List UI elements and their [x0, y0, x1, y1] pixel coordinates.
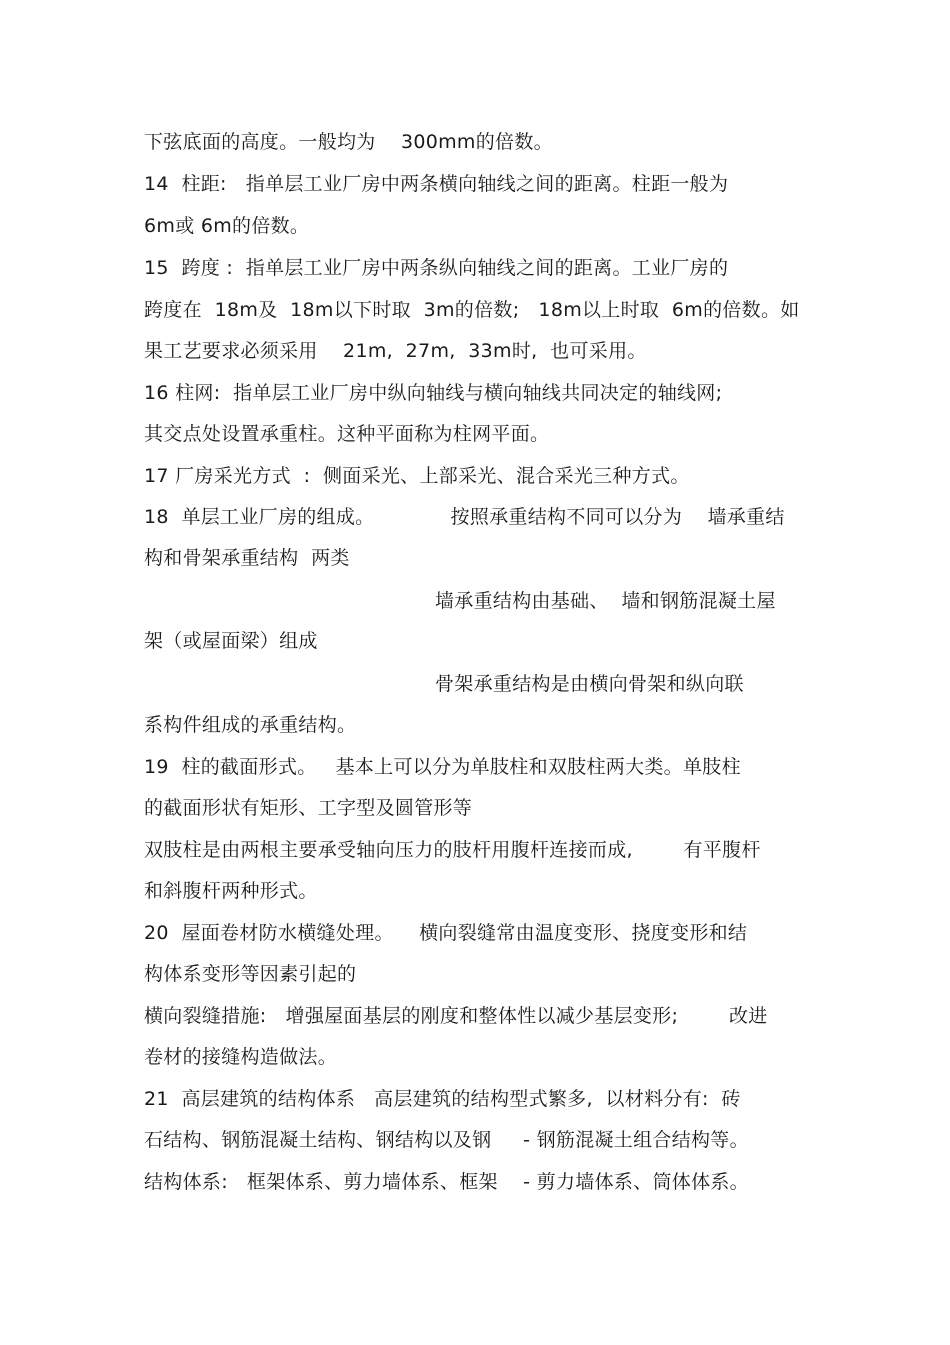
text-line: 双肢柱是由两根主要承受轴向压力的肢杆用腹杆连接而成, 有平腹杆	[144, 839, 761, 861]
text-line: 15 跨度 : 指单层工业厂房中两条纵向轴线之间的距离。工业厂房的	[144, 257, 729, 279]
text-line: 卷材的接缝构造做法。	[144, 1046, 338, 1068]
text-line: 16 柱网: 指单层工业厂房中纵向轴线与横向轴线共同决定的轴线网;	[144, 382, 723, 404]
text-line: 系构件组成的承重结构。	[144, 714, 357, 736]
text-line: 和斜腹杆两种形式。	[144, 880, 318, 902]
text-line: 其交点处设置承重柱。这种平面称为柱网平面。	[144, 423, 550, 445]
text-line: 14 柱距: 指单层工业厂房中两条横向轴线之间的距离。柱距一般为	[144, 173, 729, 195]
text-line: 20 屋面卷材防水横缝处理。 横向裂缝常由温度变形、挠度变形和结	[144, 922, 748, 944]
text-line: 19 柱的截面形式。 基本上可以分为单肢柱和双肢柱两大类。单肢柱	[144, 756, 741, 778]
text-line: 的截面形状有矩形、工字型及圆管形等	[144, 797, 473, 819]
text-line: 横向裂缝措施: 增强屋面基层的刚度和整体性以减少基层变形; 改进	[144, 1005, 768, 1027]
text-line: 21 高层建筑的结构体系 高层建筑的结构型式繁多, 以材料分有: 砖	[144, 1088, 741, 1110]
text-line: 架（或屋面梁）组成	[144, 630, 318, 652]
text-line: 构和骨架承重结构 两类	[144, 547, 350, 569]
text-line: 构体系变形等因素引起的	[144, 963, 357, 985]
text-line: 跨度在 18m及 18m以下时取 3m的倍数; 18m以上时取 6m的倍数。如	[144, 299, 800, 321]
text-line-indented: 骨架承重结构是由横向骨架和纵向联	[435, 673, 744, 695]
text-line: 下弦底面的高度。一般均为 300mm的倍数。	[144, 131, 553, 153]
text-line: 结构体系: 框架体系、剪力墙体系、框架 - 剪力墙体系、筒体体系。	[144, 1171, 749, 1193]
text-line: 果工艺要求必须采用 21m, 27m, 33m时, 也可采用。	[144, 340, 647, 362]
text-line: 6m或 6m的倍数。	[144, 215, 310, 237]
text-line-indented: 墙承重结构由基础、 墙和钢筋混凝土屋	[435, 590, 776, 612]
text-line: 17 厂房采光方式 : 侧面采光、上部采光、混合采光三种方式。	[144, 465, 690, 487]
text-line: 18 单层工业厂房的组成。 按照承重结构不同可以分为 墙承重结	[144, 506, 785, 528]
text-line: 石结构、钢筋混凝土结构、钢结构以及钢 - 钢筋混凝土组合结构等。	[144, 1129, 749, 1151]
